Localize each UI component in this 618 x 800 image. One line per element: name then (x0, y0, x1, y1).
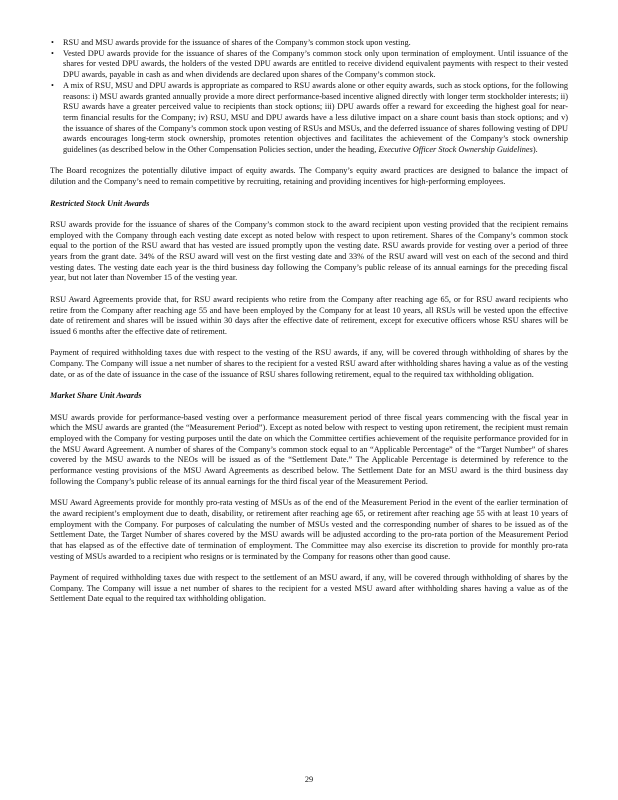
rsu-paragraph: Payment of required withholding taxes due with respect to the vesting of the RSU awards, if any, will be covered through withholding of shares by the Company. The Company will issue a net number of shares to the recipient for a vested RSU award after withholding shares having a value as of the vesting date, or as of the date of issuance in the case of the issuance of RSU shares following retirement, equal to the required tax withholding obligation. (50, 348, 568, 379)
rsu-heading: Restricted Stock Unit Awards (50, 198, 150, 208)
msu-heading: Market Share Unit Awards (50, 391, 142, 401)
bullet-icon: • (51, 80, 54, 90)
document-page (50, 38, 568, 605)
bullet-icon: • (51, 48, 54, 58)
bullet-item (50, 49, 568, 81)
bullet-icon: • (51, 38, 54, 47)
page-number: 29 (304, 775, 314, 784)
bullet-text: RSU and MSU awards provide for the issuance of shares of the Company’s common stock upon vesting. (63, 38, 411, 47)
rsu-paragraph: RSU Award Agreements provide that, for RSU award recipients who retire from the Company after reaching age 65, or for RSU award recipients who retire from the Company after reaching age 55 and have been employed by the Company for at least 10 years, all RSUs will be vested upon the effective date of retirement and shares will be issued within 30 days after the effective date of retirement, except for executive officers whose RSU shares will be issued 6 months after the effective date of retirement. (50, 294, 568, 336)
board-paragraph: The Board recognizes the potentially dilutive impact of equity awards. The Company’s equity award practices are designed to balance the impact of dilution and the Company’s need to remain competitive by recruiting, retaining and providing incentives for high-performing employees. (50, 166, 568, 187)
msu-paragraph: Payment of required withholding taxes due with respect to the settlement of an MSU award, if any, will be covered through withholding of shares by the Company. The Company will issue a net number of shares to the recipient for a vested MSU award after withholding shares having a value as of the Settlement Date equal to the required tax withholding obligation. (50, 573, 568, 604)
bullet-item (50, 81, 568, 156)
bullet-list (50, 38, 568, 156)
msu-paragraph: MSU Award Agreements provide for monthly pro-rata vesting of MSUs as of the end of the Measurement Period in the event of the earlier termination of the award recipient’s employment due to death, disability, or retirement after reaching age 65, or retirement after reaching age 55 with at least 10 years of employment with the Company. For purposes of calculating the number of MSUs vested and the corresponding number of shares to be issued as of the Settlement Date, the Target Number of shares covered by the MSU awards will be adjusted according to the pro-rata portion of the Measurement Period that has elapsed as of the effective date of termination of employment. The Committee may also exercise its discretion to provide for monthly pro-rata vesting of MSUs awarded to a recipient who resigns or is terminated by the Company for reasons other than good cause. (50, 498, 568, 561)
rsu-paragraph: RSU awards provide for the issuance of shares of the Company’s common stock to the award recipient upon vesting provided that the recipient remains employed with the Company through each vesting date except as noted below with respect to upon retirement. Shares of the Company’s common stock equal to the portion of the RSU award that has vested are issued promptly upon the vesting date. RSU awards provide for vesting over a period of three years from the grant date. 34% of the RSU award will vest on the first vesting date and 33% of the RSU award will vest on each of the second and third vesting dates. The vesting date each year is the third business day following the Company’s public release of its annual earnings for the preceding fiscal year, but not later than November 15 of the vesting year. (50, 219, 568, 283)
bullet-text: Vested DPU awards provide for the issuance of shares of the Company’s common stock only upon termination of employment. Until issuance of the shares for vested DPU awards, the holders of the vested DPU awards are entitled to receive dividend equivalent payments with respect to their vested DPU awards, payable in cash as and when dividends are declared upon shares of the Company’s common stock. (63, 48, 568, 80)
bullet-text-end: ). (532, 145, 538, 155)
bullet-text-italic: Executive Officer Stock Ownership Guidelines (378, 145, 533, 155)
bullet-text: A mix of RSU, MSU and DPU awards is appropriate as compared to RSU awards alone or other equity awards, such as stock options, for the following reasons: i) MSU awards granted annually provide a more direct performance-based incentive aligned directly with longer term stockholder interests; ii) RSU awards have a greater perceived value to recipients than stock options; iii) DPU awards offer a reward for exceeding the highest goal for near-term financial results for the Company; iv) RSU, MSU and DPU awards have a less dilutive impact on a share count basis than stock options; and v) the issuance of shares of the Company’s common stock upon vesting of RSUs and MSUs, and the deferred issuance of shares following vesting of DPU awards encourages long-term stock ownership, promotes retention objectives and facilitates the achievement of the Company’s stock ownership guidelines (as described below in the Other Compensation Policies section, under the heading, (63, 80, 568, 155)
bullet-item (50, 38, 568, 49)
msu-paragraph: MSU awards provide for performance-based vesting over a performance measurement period of three fiscal years commencing with the fiscal year in which the MSU awards are granted (the “Measurement Period”). Except as noted below with respect to vesting upon retirement, the recipient must remain employed with the Company for vesting purposes until the date on which the Committee certifies achievement of the requisite performance provided for in the MSU Award Agreement. A number of shares of the Company’s common stock equal to an “Applicable Percentage” of the “Target Number” of shares covered by the MSU awards to the NEOs will be issued as of the “Settlement Date.” The Applicable Percentage is determined by reference to the performance vesting provisions of the MSU Award Agreements as described below. The Settlement Date for an MSU award is the third business day following the Company’s public release of its annual earnings for the third fiscal year of the Measurement Period. (50, 412, 568, 486)
